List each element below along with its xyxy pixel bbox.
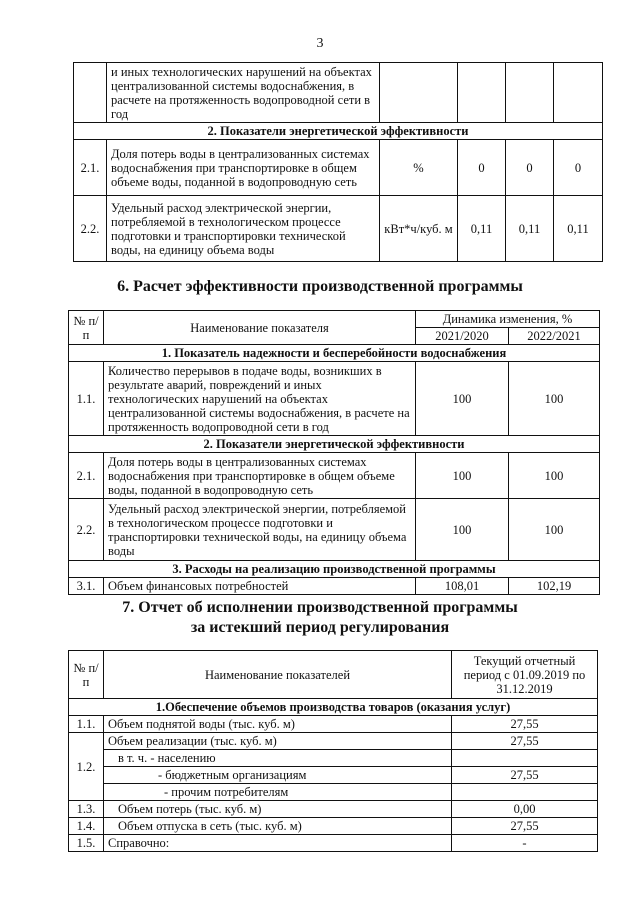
value-cell: - (452, 835, 598, 852)
row-text: - прочим потребителям (104, 784, 452, 801)
row-text: Удельный расход электрической энергии, потребляемой в технологическом процессе подготовки и транспортировки технической воды, на единицу объема воды (104, 499, 416, 561)
section-header: 1. Показатель надежности и бесперебойности водоснабжения (69, 345, 600, 362)
col-header-year: 2022/2021 (509, 328, 600, 345)
value-cell: 27,55 (452, 767, 598, 784)
section-header: 1.Обеспечение объемов производства товаров (оказания услуг) (69, 699, 598, 716)
row-number: 1.1. (69, 362, 104, 436)
col-header-period: Текущий отчетный период с 01.09.2019 по 31.12.2019 (452, 651, 598, 699)
efficiency-table (68, 310, 600, 595)
value-cell: 0,11 (554, 196, 603, 262)
section-6-heading: 6. Расчет эффективности производственной программы (117, 278, 523, 295)
value-cell: 102,19 (509, 578, 600, 595)
section-header: 3. Расходы на реализацию производственной программы (69, 561, 600, 578)
row-text: Объем потерь (тыс. куб. м) (104, 801, 452, 818)
col-header-no: № п/п (69, 311, 104, 345)
value-cell: 100 (509, 499, 600, 561)
row-text: Объем отпуска в сеть (тыс. куб. м) (104, 818, 452, 835)
row-number: 2.2. (74, 196, 107, 262)
value-cell: 27,55 (452, 733, 598, 750)
row-number: 1.5. (69, 835, 104, 852)
unit-cell: кВт*ч/куб. м (380, 196, 458, 262)
value-cell: 100 (416, 499, 509, 561)
row-number: 1.1. (69, 716, 104, 733)
row-text: - бюджетным организациям (104, 767, 452, 784)
section-7-heading-line2: за истекший период регулирования (190, 619, 450, 636)
row-number: 1.4. (69, 818, 104, 835)
indicators-table-continued (73, 62, 603, 262)
row-text: Справочно: (104, 835, 452, 852)
unit-cell: % (380, 140, 458, 196)
value-cell: 0 (554, 140, 603, 196)
row-number: 1.3. (69, 801, 104, 818)
col-header-no: № п/п (69, 651, 104, 699)
col-header-dynamics: Динамика изменения, % (416, 311, 600, 328)
value-cell: 27,55 (452, 818, 598, 835)
row-text: Объем поднятой воды (тыс. куб. м) (104, 716, 452, 733)
row-number: 2.1. (69, 453, 104, 499)
row-text: Количество перерывов в подаче воды, возникших в результате аварий, повреждений и иных технологических нарушений на объектах централизованной системы водоснабжения, в расчете на протяженность водопроводной сети в год (104, 362, 416, 436)
row-text: Удельный расход электрической энергии, потребляемой в технологическом процессе подготовки и транспортировки технической воды, на единицу объема воды (107, 196, 380, 262)
row-text: Объем реализации (тыс. куб. м) (104, 733, 452, 750)
row-number: 2.2. (69, 499, 104, 561)
cell-empty (74, 63, 107, 123)
value-cell (452, 784, 598, 801)
value-cell: 100 (416, 453, 509, 499)
value-cell: 100 (416, 362, 509, 436)
row-text: Доля потерь воды в централизованных системах водоснабжения при транспортировке в общем объеме воды, поданной в водопроводную сеть (107, 140, 380, 196)
row-number: 2.1. (74, 140, 107, 196)
value-cell: 100 (509, 453, 600, 499)
value-cell: 108,01 (416, 578, 509, 595)
value-cell: 0,11 (506, 196, 554, 262)
col-header-year: 2021/2020 (416, 328, 509, 345)
value-cell: 0,00 (452, 801, 598, 818)
page-number: 3 (316, 36, 324, 51)
value-cell: 0,11 (458, 196, 506, 262)
row-text: Доля потерь воды в централизованных системах водоснабжения при транспортировке в общем объеме воды, поданной в водопроводную сеть (104, 453, 416, 499)
value-cell: 27,55 (452, 716, 598, 733)
row-text: в т. ч. - населению (104, 750, 452, 767)
col-header-name: Наименование показателей (104, 651, 452, 699)
value-cell (452, 750, 598, 767)
row-text: и иных технологических нарушений на объектах централизованной системы водоснабжения, в расчете на протяженность водопроводной сети в год (107, 63, 380, 123)
value-cell: 100 (509, 362, 600, 436)
col-header-name: Наименование показателя (104, 311, 416, 345)
row-number: 1.2. (69, 733, 104, 801)
section-7-heading-line1: 7. Отчет об исполнении производственной программы (122, 599, 518, 616)
value-cell: 0 (458, 140, 506, 196)
row-number: 3.1. (69, 578, 104, 595)
report-table (68, 650, 598, 852)
row-text: Объем финансовых потребностей (104, 578, 416, 595)
section-header: 2. Показатели энергетической эффективности (69, 436, 600, 453)
value-cell: 0 (506, 140, 554, 196)
section-header: 2. Показатели энергетической эффективности (74, 123, 603, 140)
